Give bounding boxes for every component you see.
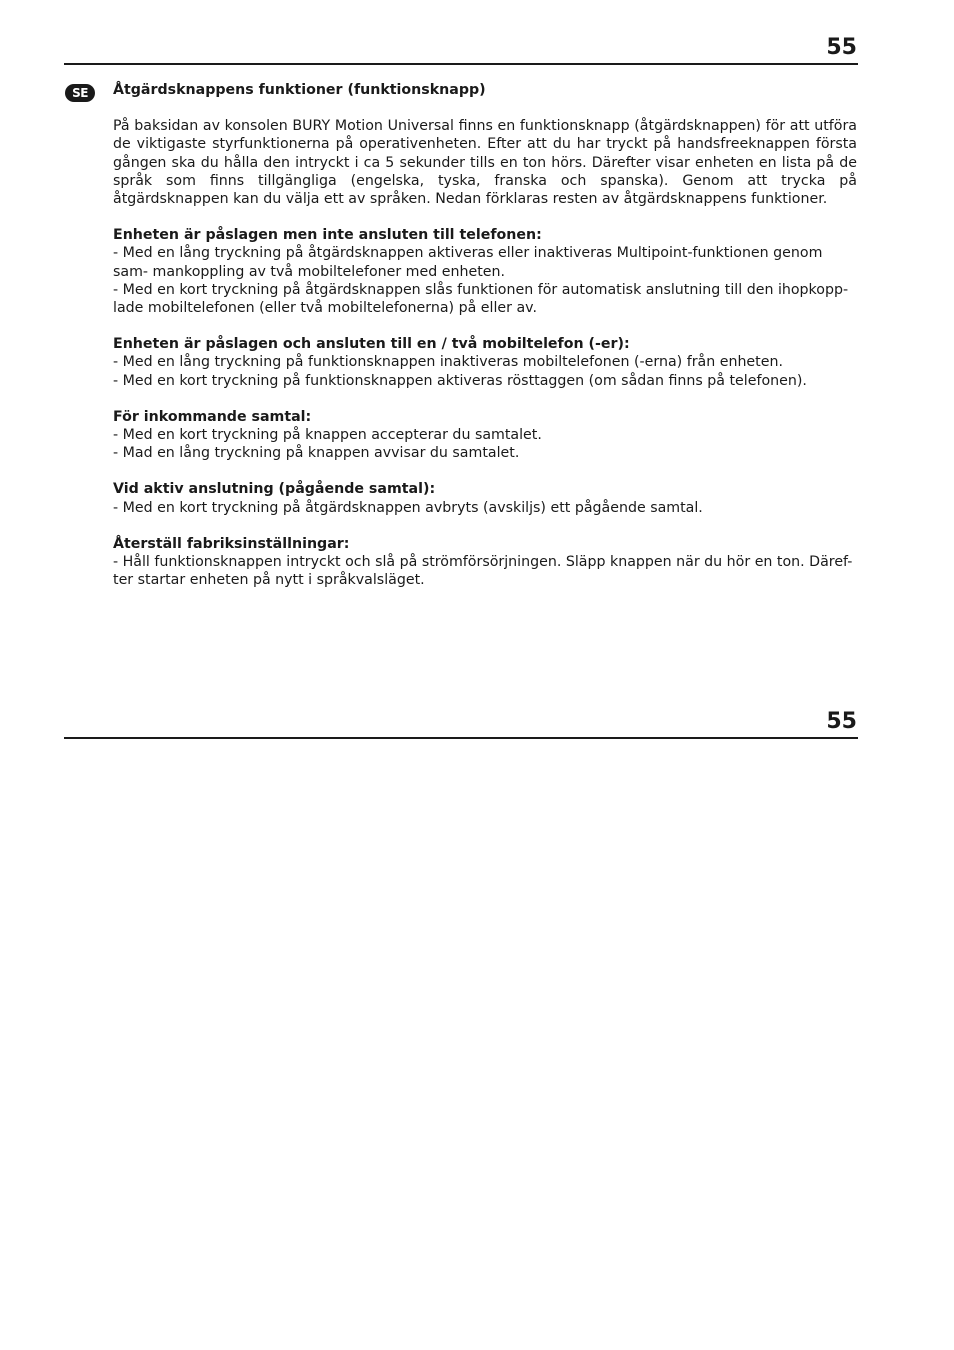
section-line: - Med en kort tryckning på åtgärdsknappen avbryts (avskiljs) ett pågående samtal. <box>113 499 703 516</box>
section-not-connected <box>113 226 857 317</box>
section-line: - Med en lång tryckning på funktionsknappen inaktiveras mobiltelefonen (-erna) från enheten. <box>113 354 783 371</box>
language-badge: SE <box>65 84 95 102</box>
section-heading: Enheten är påslagen men inte ansluten till telefonen: <box>113 227 542 244</box>
intro-paragraph: På baksidan av konsolen BURY Motion Universal finns en funktionsknapp (åtgärdsknappen) för att utföra de viktigaste styrfunktionerna på operativenheten. Efter att du har tryckt på handsfreeknappen första gången ska du hålla den intryckt i ca 5 sekunder tills en ton hörs. Därefter visar enheten en lista på de språk som finns tillgängliga (engelska, tyska, franska och spanska). Genom att trycka på åtgärdsknappen kan du välja ett av språken. Nedan förklaras resten av åtgärdsknappens funktioner. <box>113 118 857 208</box>
section-incoming-calls <box>113 408 857 463</box>
page-number-bottom: 55 <box>826 709 857 734</box>
section-line: - Med en kort tryckning på knappen accepterar du samtalet. <box>113 427 542 444</box>
section-title: Åtgärdsknappens funktioner (funktionsknapp) <box>113 82 486 98</box>
section-heading: För inkommande samtal: <box>113 408 312 425</box>
section-heading: Vid aktiv anslutning (pågående samtal): <box>113 481 436 498</box>
section-line: - Mad en lång tryckning på knappen avvisar du samtalet. <box>113 445 520 462</box>
section-heading: Enheten är påslagen och ansluten till en / två mobiltelefon (-er): <box>113 336 630 353</box>
section-active-call <box>113 480 857 516</box>
section-factory-reset <box>113 535 857 590</box>
section-line: - Med en lång tryckning på åtgärdsknappen aktiveras eller inaktiveras Multipoint-funktionen genom sam- mankoppling av två mobiltelefoner med enheten. <box>113 245 823 280</box>
page-number-top: 55 <box>826 35 857 60</box>
section-line: - Med en kort tryckning på funktionsknappen aktiveras rösttaggen (om sådan finns på telefonen). <box>113 372 807 389</box>
section-heading: Återställ fabriksinställningar: <box>113 535 350 552</box>
section-line: - Håll funktionsknappen intryckt och slå på strömförsörjningen. Släpp knappen när du hör en ton. Däref- ter startar enheten på nytt i språkvalsläget. <box>113 554 853 589</box>
section-line: - Med en kort tryckning på åtgärdsknappen slås funktionen för automatisk anslutning till den ihopkopp- lade mobiltelefonen (eller två mobiltelefonerna) på eller av. <box>113 281 849 317</box>
header-rule <box>64 63 858 65</box>
section-connected <box>113 335 857 390</box>
document-body <box>113 81 857 607</box>
footer-rule <box>64 737 858 739</box>
